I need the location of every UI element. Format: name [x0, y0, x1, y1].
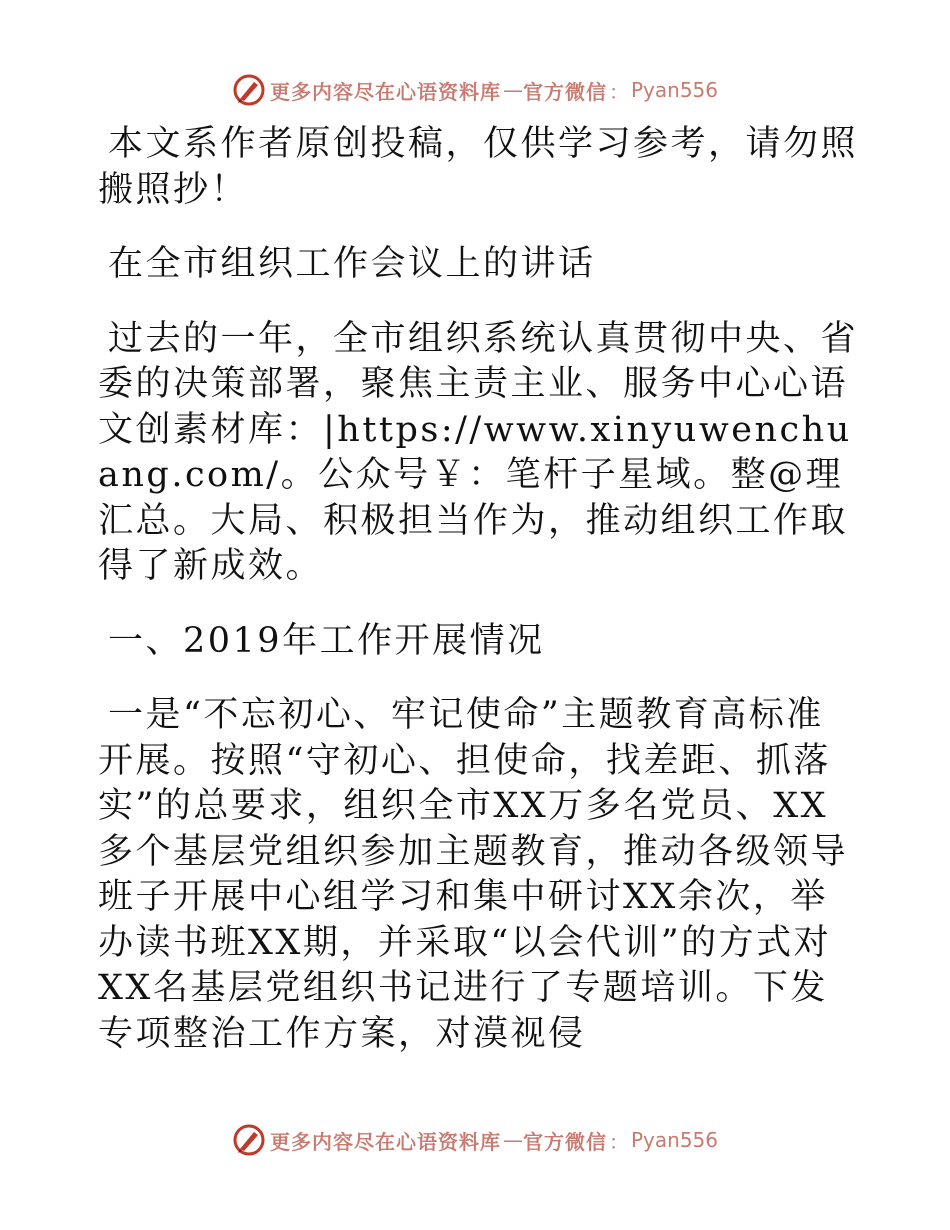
body-paragraph-2: 一是“不忘初心、牢记使命”主题教育高标准开展。按照“守初心、担使命，找差距、抓落实”的总要求，组织全市XX万多名党员、XX多个基层党组织参加主题教育，推动各级领导班子开展中心组学习和集中研讨XX余次，举办读书班XX期，并采取“以会代训”的方式对XX名基层党组织书记进行了专题培训。下发专项整治工作方案，对漠视侵 [98, 695, 849, 1054]
watermark-footer [0, 1120, 950, 1160]
watermark-official-text: 官方微信 [522, 1129, 607, 1154]
watermark-dash: — [502, 1128, 523, 1152]
watermark-wechat-id: Pyan556 [630, 78, 718, 102]
section-heading-1: 一、2019年工作开展情况 [108, 620, 545, 661]
watermark-header [0, 70, 950, 110]
watermark-wechat-id: Pyan556 [630, 1128, 718, 1152]
document-body [98, 122, 858, 1057]
pen-logo-icon [232, 1123, 266, 1157]
watermark-separator: ： [608, 79, 629, 104]
watermark-main-text: 更多内容尽在心语资料库 [269, 79, 501, 104]
body-paragraph-1: 过去的一年，全市组织系统认真贯彻中央、省委的决策部署，聚焦主责主业、服务中心心语文创素材库：|https://www.xinyuwenchuang.com/。公众号￥：笔杆子星域。整@理汇总。大局、积极担当作为，推动组织工作取得了新成效。 [98, 318, 859, 586]
intro-paragraph: 本文系作者原创投稿，仅供学习参考，请勿照搬照抄！ [98, 124, 859, 210]
watermark-official-text: 官方微信 [522, 79, 607, 104]
watermark-main-text: 更多内容尽在心语资料库 [269, 1129, 501, 1154]
watermark-dash: — [502, 78, 523, 102]
watermark-separator: ： [608, 1129, 629, 1154]
pen-logo-icon [232, 73, 266, 107]
document-title: 在全市组织工作会议上的讲话 [108, 244, 596, 284]
